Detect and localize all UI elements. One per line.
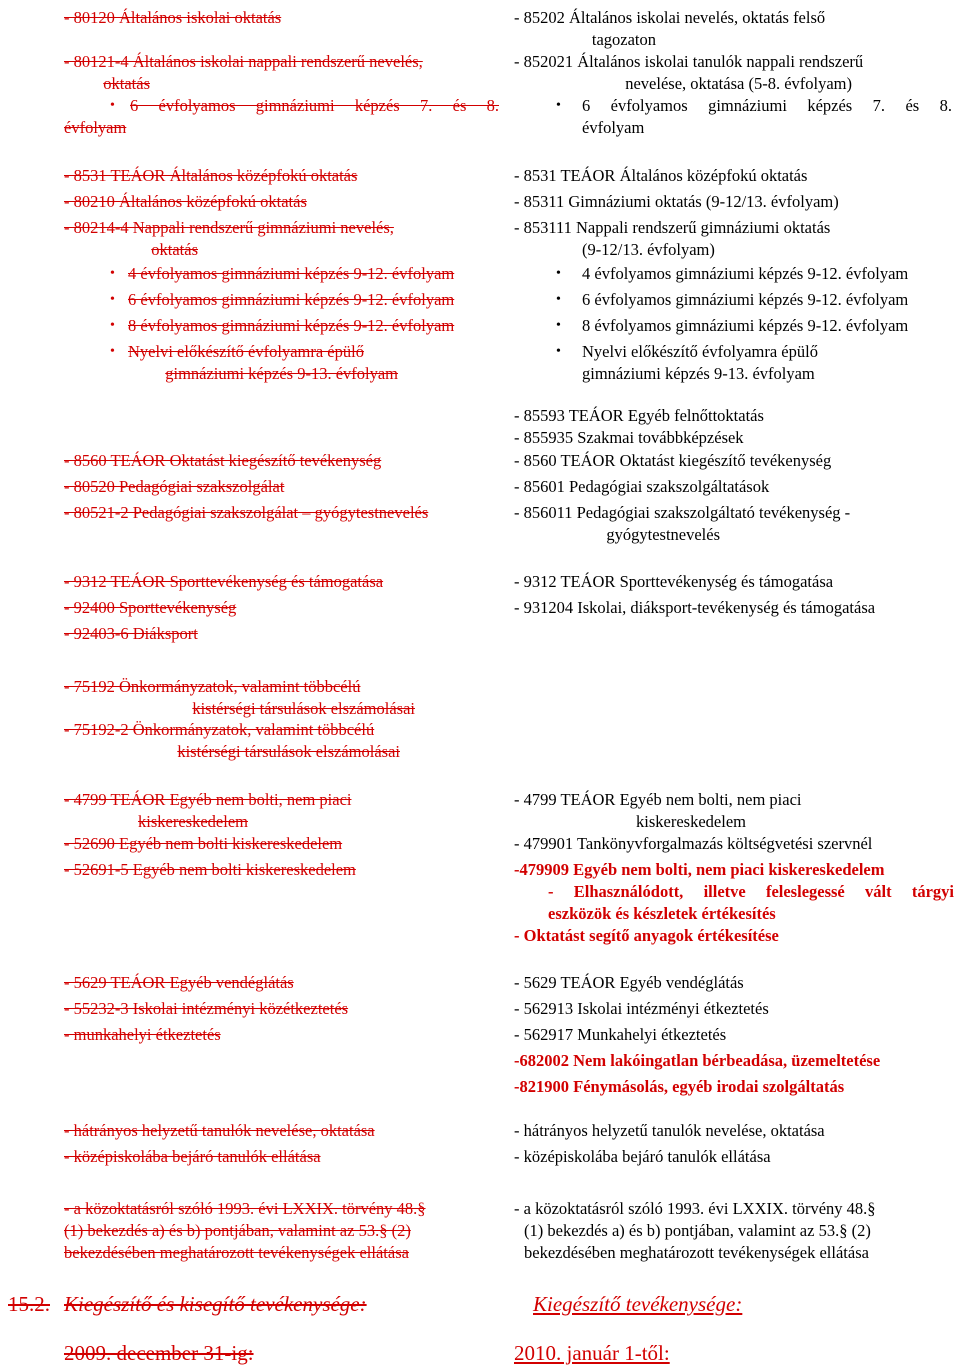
old-line: - 75192-2 Önkormányzatok, valamint többcélú [64, 720, 375, 739]
new-line: 6 évfolyamos gimnáziumi képzés 9-12. évfolyam [582, 290, 909, 309]
new-line: - 562917 Munkahelyi étkeztetés [514, 1025, 727, 1044]
new-date-heading: 2010. január 1-től: [514, 1341, 670, 1365]
new-line-added: -821900 Fénymásolás, egyéb irodai szolgáltatás [514, 1077, 845, 1096]
new-section-heading: Kiegészítő tevékenysége: [533, 1292, 743, 1316]
new-line: 6 évfolyamos gimnáziumi képzés 7. és 8. [582, 96, 952, 115]
new-line: - 562913 Iskolai intézményi étkeztetés [514, 999, 769, 1018]
old-line: kistérségi társulások elszámolásai [192, 699, 415, 718]
old-line: (1) bekezdés a) és b) pontjában, valamint az 53.§ (2) [64, 1221, 411, 1240]
bullet-icon: • [110, 344, 115, 359]
old-line: - a közoktatásról szóló 1993. évi LXXIX. törvény 48.§ [64, 1199, 426, 1218]
bullet-icon: • [556, 98, 561, 113]
old-line: - 52690 Egyéb nem bolti kiskereskedelem [64, 834, 343, 853]
new-line: 8 évfolyamos gimnáziumi képzés 9-12. évfolyam [582, 316, 909, 335]
new-line-added: -479909 Egyéb nem bolti, nem piaci kiskereskedelem [514, 860, 885, 879]
old-line: bekezdésében meghatározott tevékenységek ellátása [64, 1243, 409, 1262]
bullet-icon: • [556, 292, 561, 307]
old-line: - munkahelyi étkeztetés [64, 1025, 221, 1044]
new-line: - 5629 TEÁOR Egyéb vendéglátás [514, 973, 744, 992]
new-line: - 931204 Iskolai, diáksport-tevékenység és támogatása [514, 598, 876, 617]
old-line: - 80210 Általános középfokú oktatás [64, 192, 307, 211]
new-line: (1) bekezdés a) és b) pontjában, valamint az 53.§ (2) [524, 1221, 871, 1240]
old-line: 6 évfolyamos gimnáziumi képzés 7. és 8. [130, 96, 499, 115]
old-line: - 92400 Sporttevékenység [64, 598, 237, 617]
new-line: - 85202 Általános iskolai nevelés, oktatás felső [514, 8, 826, 27]
old-line: - 75192 Önkormányzatok, valamint többcélú [64, 677, 361, 696]
old-line: - 8531 TEÁOR Általános középfokú oktatás [64, 166, 358, 185]
bullet-icon: • [556, 344, 561, 359]
old-line: Nyelvi előkészítő évfolyamra épülő [128, 342, 364, 361]
old-line: - 80121-4 Általános iskolai nappali rendszerű nevelés, [64, 52, 423, 71]
bullet-icon: • [556, 318, 561, 333]
new-line: - hátrányos helyzetű tanulók nevelése, oktatása [514, 1121, 825, 1140]
old-line: kistérségi társulások elszámolásai [177, 742, 400, 761]
new-line: 4 évfolyamos gimnáziumi képzés 9-12. évfolyam [582, 264, 909, 283]
old-line: - 9312 TEÁOR Sporttevékenység és támogatása [64, 572, 384, 591]
old-line: - 5629 TEÁOR Egyéb vendéglátás [64, 973, 294, 992]
old-line: - 80521-2 Pedagógiai szakszolgálat – gyógytestnevelés [64, 503, 429, 522]
new-line-added: - Oktatást segítő anyagok értékesítése [514, 926, 779, 945]
old-line: - 8560 TEÁOR Oktatást kiegészítő tevékenység [64, 451, 382, 470]
old-line: - 80214-4 Nappali rendszerű gimnáziumi nevelés, [64, 218, 394, 237]
new-line: - 8560 TEÁOR Oktatást kiegészítő tevékenység [514, 451, 832, 470]
old-section-heading: Kiegészítő és kisegítő tevékenysége: [64, 1292, 367, 1316]
new-line: - 85311 Gimnáziumi oktatás (9-12/13. évfolyam) [514, 192, 839, 211]
new-line: - 855935 Szakmai továbbképzések [514, 428, 744, 447]
new-line-added: - Elhasználódott, illetve feleslegessé vált tárgyi [548, 882, 954, 901]
new-line: - 85593 TEÁOR Egyéb felnőttoktatás [514, 406, 764, 425]
old-line: gimnáziumi képzés 9-13. évfolyam [165, 364, 398, 383]
new-line: (9-12/13. évfolyam) [582, 240, 715, 259]
new-line: - a közoktatásról szóló 1993. évi LXXIX. törvény 48.§ [514, 1199, 876, 1218]
bullet-icon: • [110, 266, 115, 281]
new-line-added: eszközök és készletek értékesítés [548, 904, 776, 923]
old-line: évfolyam [64, 118, 127, 137]
old-line: - 4799 TEÁOR Egyéb nem bolti, nem piaci [64, 790, 352, 809]
old-line: kiskereskedelem [138, 812, 248, 831]
new-line: - 9312 TEÁOR Sporttevékenység és támogatása [514, 572, 834, 591]
new-line: - 479901 Tankönyvforgalmazás költségvetési szervnél [514, 834, 873, 853]
old-line: - 52691-5 Egyéb nem bolti kiskereskedelem [64, 860, 356, 879]
old-line: - hátrányos helyzetű tanulók nevelése, oktatása [64, 1121, 375, 1140]
new-line: - 852021 Általános iskolai tanulók nappali rendszerű [514, 52, 864, 71]
section-number: 15.2. [8, 1292, 50, 1316]
old-line: - középiskolába bejáró tanulók ellátása [64, 1147, 321, 1166]
old-line: - 55232-3 Iskolai intézményi közétkeztetés [64, 999, 349, 1018]
new-line: - 853111 Nappali rendszerű gimnáziumi oktatás [514, 218, 831, 237]
new-line: tagozaton [591, 30, 656, 49]
new-line: Nyelvi előkészítő évfolyamra épülő [582, 342, 818, 361]
old-line: 4 évfolyamos gimnáziumi képzés 9-12. évfolyam [128, 264, 455, 283]
bullet-icon: • [556, 266, 561, 281]
old-line: - 80120 Általános iskolai oktatás [64, 8, 282, 27]
old-line: 6 évfolyamos gimnáziumi képzés 9-12. évfolyam [128, 290, 455, 309]
old-line: - 92403-6 Diáksport [64, 624, 198, 643]
new-line: évfolyam [582, 118, 645, 137]
bullet-icon: • [110, 318, 115, 333]
bullet-icon: • [110, 98, 115, 113]
new-line-added: -682002 Nem lakóingatlan bérbeadása, üzemeltetése [514, 1051, 881, 1070]
new-line: kiskereskedelem [636, 812, 746, 831]
new-line: gyógytestnevelés [606, 525, 720, 544]
new-line: bekezdésében meghatározott tevékenységek ellátása [524, 1243, 869, 1262]
old-line: 8 évfolyamos gimnáziumi képzés 9-12. évfolyam [128, 316, 455, 335]
new-line: - 4799 TEÁOR Egyéb nem bolti, nem piaci [514, 790, 802, 809]
new-line: - 856011 Pedagógiai szakszolgáltató tevékenység - [514, 503, 851, 522]
new-line: - 8531 TEÁOR Általános középfokú oktatás [514, 166, 808, 185]
new-line: - 85601 Pedagógiai szakszolgáltatások [514, 477, 770, 496]
old-line: oktatás [103, 74, 150, 93]
new-line: gimnáziumi képzés 9-13. évfolyam [582, 364, 815, 383]
old-line: - 80520 Pedagógiai szakszolgálat [64, 477, 285, 496]
old-line: oktatás [151, 240, 198, 259]
old-date-heading: 2009. december 31-ig: [64, 1341, 254, 1365]
bullet-icon: • [110, 292, 115, 307]
new-line: nevelése, oktatása (5-8. évfolyam) [625, 74, 852, 93]
new-line: - középiskolába bejáró tanulók ellátása [514, 1147, 771, 1166]
